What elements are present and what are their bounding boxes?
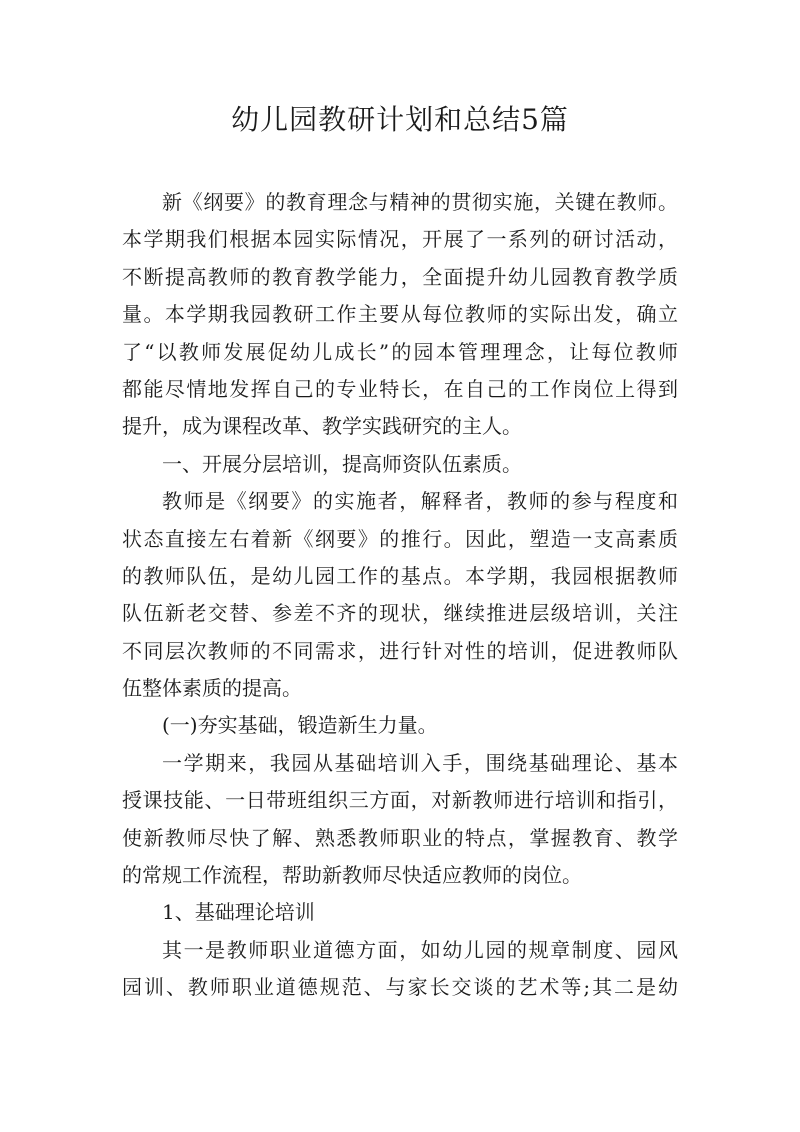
text-line: 本学期我们根据本园实际情况，开展了一系列的研讨活动， xyxy=(122,227,678,252)
text-line: 新《纲要》的教育理念与精神的贯彻实施，关键在教师。 xyxy=(162,190,678,214)
text-line: (一)夯实基础，锻造新生力量。 xyxy=(162,713,438,738)
text-line: 不断提高教师的教育教学能力，全面提升幼儿园教育教学质 xyxy=(122,264,678,289)
text-line: 的常规工作流程，帮助新教师尽快适应教师的岗位。 xyxy=(122,863,582,888)
text-line: 一学期来，我园从基础培训入手，围绕基础理论、基本 xyxy=(162,750,678,775)
text-line: 一、开展分层培训，提高师资队伍素质。 xyxy=(162,451,522,476)
text-line: 伍整体素质的提高。 xyxy=(122,676,302,701)
text-line: 量。本学期我园教研工作主要从每位教师的实际出发，确立 xyxy=(122,302,678,327)
text-line: 队伍新老交替、参差不齐的现状，继续推进层级培训，关注 xyxy=(122,601,678,626)
text-line: 不同层次教师的不同需求，进行针对性的培训，促进教师队 xyxy=(122,638,678,663)
text-line: 提升，成为课程改革、教学实践研究的主人。 xyxy=(122,414,522,439)
document-body xyxy=(122,184,678,1007)
text-line: 教师是《纲要》的实施者，解释者，教师的参与程度和 xyxy=(162,489,678,514)
text-line: 1、基础理论培训 xyxy=(162,900,315,925)
text-line: 使新教师尽快了解、熟悉教师职业的特点，掌握教育、教学 xyxy=(122,825,678,850)
text-line: 了“以教师发展促幼儿成长”的园本管理理念，让每位教师 xyxy=(122,339,678,364)
text-line: 都能尽情地发挥自己的专业特长，在自己的工作岗位上得到 xyxy=(122,376,678,401)
text-line: 状态直接左右着新《纲要》的推行。因此，塑造一支高素质 xyxy=(122,526,678,551)
text-line: 其一是教师职业道德方面，如幼儿园的规章制度、园风 xyxy=(162,937,678,962)
document-title: 幼儿园教研计划和总结5篇 xyxy=(231,103,569,136)
text-line: 园训、教师职业道德规范、与家长交谈的艺术等;其二是幼 xyxy=(122,975,678,1000)
text-line: 的教师队伍，是幼儿园工作的基点。本学期，我园根据教师 xyxy=(122,563,678,588)
text-line: 授课技能、一日带班组织三方面，对新教师进行培训和指引， xyxy=(122,788,678,813)
